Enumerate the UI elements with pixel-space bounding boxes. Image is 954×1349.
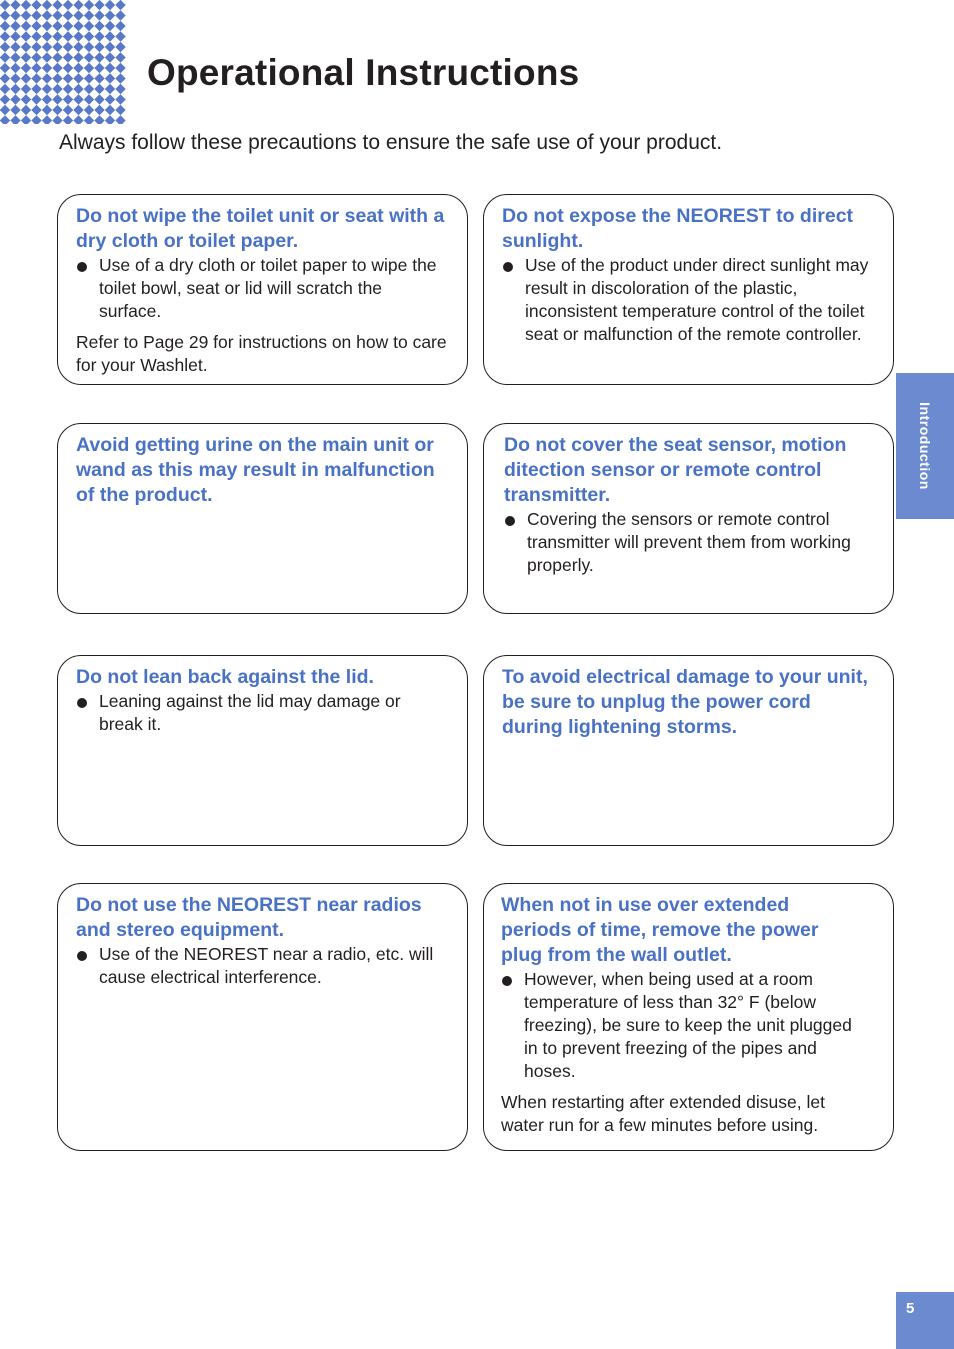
diamond-shape [42,52,52,62]
diamond-shape [0,0,10,10]
diamond-shape [0,73,10,83]
diamond-shape [42,31,52,41]
diamond-shape [10,73,20,83]
diamond-shape [21,31,31,41]
diamond-shape [21,10,31,20]
diamond-shape [10,52,20,62]
diamond-shape [105,42,115,52]
diamond-shape [10,105,20,115]
diamond-shape [21,52,31,62]
precaution-card [483,883,894,1151]
diamond-shape [21,73,31,83]
diamond-shape [94,94,104,104]
diamond-shape [42,42,52,52]
diamond-shape [105,84,115,94]
diamond-shape [105,73,115,83]
diamond-shape [115,73,125,83]
diamond-shape [0,84,10,94]
diamond-shape [73,0,83,10]
diamond-shape [31,31,41,41]
diamond-shape [84,31,94,41]
page-number-badge [896,1292,954,1349]
diamond-shape [63,21,73,31]
diamond-shape [0,115,10,124]
diamond-shape [73,94,83,104]
diamond-shape [63,105,73,115]
card-bullet: However, when being used at a room temperature of less than 32° F (below freezing), be sure to keep the unit plugged in to prevent freezing of the pipes and hoses. [501,968,863,1083]
diamond-shape [84,115,94,124]
diamond-shape [31,0,41,10]
diamond-shape [115,105,125,115]
diamond-shape [0,52,10,62]
section-tab-introduction[interactable] [896,373,954,519]
diamond-shape [84,84,94,94]
diamond-shape [63,10,73,20]
diamond-shape [10,115,20,124]
diamond-shape [21,115,31,124]
diamond-shape [105,21,115,31]
diamond-shape [73,52,83,62]
diamond-shape [0,94,10,104]
diamond-shape [105,94,115,104]
diamond-shape [31,63,41,73]
section-tab-label: Introduction [917,402,933,490]
diamond-shape [10,42,20,52]
diamond-shape [73,105,83,115]
card-heading: When not in use over extended periods of time, remove the power plug from the wall outlet. [501,894,819,966]
diamond-shape [10,21,20,31]
diamond-shape [52,105,62,115]
diamond-shape [94,63,104,73]
diamond-shape [52,42,62,52]
diamond-shape [84,21,94,31]
diamond-shape [10,0,20,10]
diamond-shape [31,73,41,83]
diamond-shape [21,21,31,31]
diamond-shape [63,31,73,41]
diamond-shape [94,52,104,62]
card-heading: To avoid electrical damage to your unit, be sure to unplug the power cord during lightening storms. [502,666,868,738]
card-heading: Do not expose the NEOREST to direct sunlight. [502,205,854,252]
diamond-shape [10,94,20,104]
card-bullet: Leaning against the lid may damage or break it. [76,690,449,736]
diamond-shape [84,0,94,10]
diamond-shape [52,31,62,41]
diamond-pattern-icon [0,0,130,124]
precaution-card [483,655,894,846]
bullet-icon [503,262,513,272]
diamond-shape [42,94,52,104]
diamond-shape [73,63,83,73]
diamond-shape [52,84,62,94]
precaution-card [483,194,894,385]
diamond-shape [94,10,104,20]
diamond-shape [73,115,83,124]
diamond-shape [73,21,83,31]
diamond-shape [105,115,115,124]
diamond-shape [115,0,125,10]
diamond-shape [21,94,31,104]
diamond-shape [63,84,73,94]
bullet-icon [77,262,87,272]
card-heading: Do not use the NEOREST near radios and stereo equipment. [76,894,422,941]
diamond-shape [63,73,73,83]
diamond-shape [115,84,125,94]
precaution-card [57,883,468,1151]
diamond-shape [42,73,52,83]
diamond-shape [31,94,41,104]
diamond-shape [31,115,41,124]
diamond-shape [73,73,83,83]
diamond-shape [42,0,52,10]
bullet-icon [502,976,512,986]
card-bullet: Covering the sensors or remote control transmitter will prevent them from working properly. [504,508,879,577]
diamond-shape [42,63,52,73]
diamond-shape [52,94,62,104]
diamond-shape [94,84,104,94]
diamond-shape [42,115,52,124]
page-subtitle: Always follow these precautions to ensure the safe use of your product. [59,131,723,154]
card-note: When restarting after extended disuse, let water run for a few minutes before using. [501,1092,825,1135]
card-bullet: Use of the product under direct sunlight may result in discoloration of the plastic, inconsistent temperature control of the toilet seat or malfunction of the remote controller. [502,254,875,346]
bullet-icon [505,516,515,526]
diamond-shape [84,73,94,83]
diamond-shape [105,10,115,20]
card-heading: Do not lean back against the lid. [76,666,374,688]
diamond-shape [52,115,62,124]
diamond-shape [94,21,104,31]
diamond-shape [73,42,83,52]
diamond-shape [84,105,94,115]
diamond-shape [10,31,20,41]
diamond-shape [115,42,125,52]
diamond-shape [31,84,41,94]
diamond-shape [31,105,41,115]
diamond-shape [73,84,83,94]
diamond-shape [63,0,73,10]
diamond-shape [21,63,31,73]
diamond-shape [21,84,31,94]
diamond-shape [42,10,52,20]
diamond-shape [42,105,52,115]
diamond-shape [115,31,125,41]
diamond-shape [52,63,62,73]
diamond-shape [52,52,62,62]
page-number: 5 [906,1300,915,1317]
diamond-shape [94,31,104,41]
diamond-shape [115,63,125,73]
precaution-card [57,194,468,385]
card-note: Refer to Page 29 for instructions on how to care for your Washlet. [76,332,447,375]
diamond-shape [63,52,73,62]
diamond-shape [21,42,31,52]
diamond-shape [52,0,62,10]
diamond-shape [42,21,52,31]
diamond-shape [21,105,31,115]
diamond-shape [21,0,31,10]
diamond-shape [105,31,115,41]
diamond-shape [84,63,94,73]
diamond-shape [115,52,125,62]
card-bullet: Use of a dry cloth or toilet paper to wipe the toilet bowl, seat or lid will scratch the surface. [76,254,449,323]
diamond-shape [10,63,20,73]
diamond-shape [0,10,10,20]
card-heading: Do not wipe the toilet unit or seat with a dry cloth or toilet paper. [76,205,445,252]
diamond-shape [0,63,10,73]
diamond-shape [105,52,115,62]
diamond-shape [94,105,104,115]
diamond-shape [52,10,62,20]
diamond-shape [10,10,20,20]
diamond-shape [52,73,62,83]
diamond-shape [10,84,20,94]
diamond-shape [115,10,125,20]
bullet-icon [77,698,87,708]
diamond-shape [31,42,41,52]
diamond-shape [31,21,41,31]
precaution-card [483,423,894,614]
diamond-shape [84,10,94,20]
diamond-shape [105,63,115,73]
diamond-shape [73,31,83,41]
diamond-shape [94,115,104,124]
bullet-icon [77,951,87,961]
diamond-shape [0,31,10,41]
diamond-shape [84,52,94,62]
diamond-shape [115,21,125,31]
diamond-shape [63,94,73,104]
card-heading: Do not cover the seat sensor, motion ditection sensor or remote control transmitter. [504,434,847,506]
diamond-shape [105,105,115,115]
diamond-shape [63,115,73,124]
card-heading: Avoid getting urine on the main unit or wand as this may result in malfunction of the product. [76,434,435,506]
diamond-shape [0,21,10,31]
diamond-shape [94,42,104,52]
diamond-shape [105,0,115,10]
diamond-shape [0,42,10,52]
diamond-shape [84,42,94,52]
precaution-card [57,423,468,614]
diamond-shape [94,73,104,83]
diamond-shape [115,115,125,124]
card-bullet: Use of the NEOREST near a radio, etc. will cause electrical interference. [76,943,451,989]
diamond-shape [63,63,73,73]
page-title: Operational Instructions [147,52,580,93]
diamond-shape [52,21,62,31]
diamond-shape [115,94,125,104]
precaution-card [57,655,468,846]
diamond-shape [94,0,104,10]
diamond-shape [63,42,73,52]
diamond-shape [84,94,94,104]
diamond-shape [42,84,52,94]
diamond-shape [73,10,83,20]
diamond-shape [31,52,41,62]
diamond-shape [31,10,41,20]
diamond-shape [0,105,10,115]
